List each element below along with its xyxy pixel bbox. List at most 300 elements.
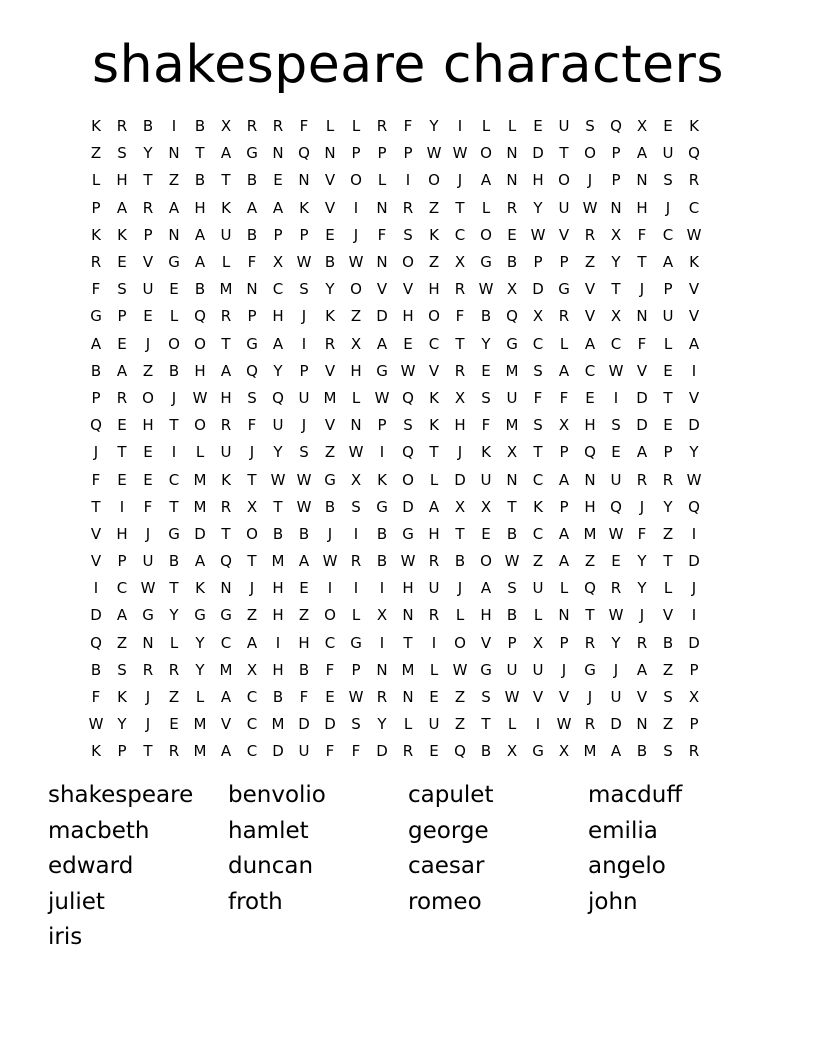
grid-letter: Z — [116, 633, 128, 652]
grid-letter: I — [353, 198, 359, 217]
grid-letter: B — [246, 225, 258, 244]
grid-letter: J — [587, 688, 593, 707]
grid-letter: K — [91, 225, 101, 244]
grid-letter: R — [506, 198, 518, 217]
grid-letter: Z — [142, 361, 154, 380]
grid-letter: O — [194, 334, 206, 353]
grid-letter: U — [558, 198, 570, 217]
grid-letter: H — [454, 416, 466, 435]
word-list-item: duncan — [228, 853, 314, 879]
grid-letter: A — [558, 524, 570, 543]
grid-letter: L — [221, 253, 231, 272]
grid-letter: M — [401, 660, 415, 679]
grid-letter: Z — [584, 253, 596, 272]
grid-letter: A — [558, 361, 570, 380]
grid-letter: F — [299, 688, 309, 707]
grid-letter: P — [403, 144, 413, 163]
grid-letter: Y — [195, 633, 205, 652]
grid-letter: W — [140, 579, 156, 598]
grid-letter: G — [246, 334, 258, 353]
grid-letter: W — [426, 144, 442, 163]
grid-letter: G — [324, 470, 336, 489]
grid-letter: C — [246, 715, 258, 734]
grid-letter: B — [194, 171, 206, 190]
grid-letter: O — [402, 470, 414, 489]
grid-letter: G — [90, 307, 102, 326]
grid-letter: S — [403, 225, 413, 244]
grid-letter: D — [90, 606, 102, 625]
grid-letter: E — [585, 388, 595, 407]
grid-letter: T — [117, 443, 127, 462]
grid-letter: E — [325, 225, 335, 244]
grid-letter: A — [116, 361, 128, 380]
grid-letter: Q — [688, 497, 700, 516]
grid-letter: T — [169, 416, 179, 435]
grid-letter: K — [221, 470, 231, 489]
grid-letter: E — [117, 253, 127, 272]
grid-row — [83, 548, 733, 575]
grid-letter: X — [220, 117, 232, 136]
grid-letter: K — [91, 742, 101, 761]
grid-letter: A — [428, 497, 440, 516]
grid-letter: G — [480, 660, 492, 679]
word-list-item: caesar — [408, 853, 485, 879]
grid-letter: E — [663, 117, 673, 136]
grid-letter: S — [663, 742, 673, 761]
grid-letter: T — [169, 579, 179, 598]
grid-letter: I — [379, 579, 385, 598]
grid-letter: L — [663, 579, 673, 598]
grid-letter: A — [662, 253, 674, 272]
grid-letter: D — [636, 416, 648, 435]
grid-letter: R — [454, 280, 466, 299]
grid-letter: Z — [350, 307, 362, 326]
grid-letter: F — [637, 524, 647, 543]
grid-letter: J — [665, 198, 671, 217]
grid-letter: W — [296, 470, 312, 489]
grid-letter: V — [636, 688, 648, 707]
grid-letter: B — [272, 524, 284, 543]
grid-letter: B — [194, 117, 206, 136]
grid-letter: R — [662, 470, 674, 489]
grid-letter: I — [93, 579, 99, 598]
grid-letter: M — [219, 660, 233, 679]
grid-letter: E — [299, 579, 309, 598]
grid-letter: D — [636, 388, 648, 407]
grid-letter: B — [636, 742, 648, 761]
grid-letter: M — [219, 280, 233, 299]
grid-letter: H — [272, 606, 284, 625]
grid-letter: Q — [688, 144, 700, 163]
grid-letter: H — [636, 198, 648, 217]
grid-letter: R — [350, 552, 362, 571]
grid-letter: F — [533, 388, 543, 407]
grid-letter: H — [428, 524, 440, 543]
grid-letter: B — [298, 524, 310, 543]
grid-letter: S — [585, 117, 595, 136]
grid-letter: B — [298, 660, 310, 679]
grid-letter: M — [193, 742, 207, 761]
grid-letter: S — [507, 579, 517, 598]
grid-letter: V — [688, 307, 700, 326]
grid-letter: Z — [168, 171, 180, 190]
grid-letter: Q — [402, 443, 414, 462]
grid-letter: V — [428, 361, 440, 380]
word-list-item: froth — [228, 888, 283, 915]
grid-letter: L — [455, 606, 465, 625]
grid-letter: T — [481, 715, 491, 734]
grid-letter: G — [350, 633, 362, 652]
grid-letter: T — [143, 742, 153, 761]
grid-letter: V — [376, 280, 388, 299]
grid-letter: P — [91, 388, 101, 407]
grid-letter: P — [559, 633, 569, 652]
grid-letter: A — [220, 144, 232, 163]
grid-letter: U — [506, 660, 518, 679]
grid-letter: Q — [220, 552, 232, 571]
grid-letter: W — [686, 470, 702, 489]
grid-letter: N — [506, 171, 518, 190]
word-list-item: shakespeare — [48, 782, 194, 808]
grid-letter: G — [506, 334, 518, 353]
grid-row — [83, 140, 733, 167]
grid-letter: C — [584, 361, 596, 380]
grid-letter: C — [454, 225, 466, 244]
grid-letter: L — [481, 117, 491, 136]
grid-letter: N — [558, 606, 570, 625]
grid-row — [83, 222, 733, 249]
grid-letter: I — [327, 579, 333, 598]
grid-letter: F — [325, 660, 335, 679]
grid-letter: E — [143, 443, 153, 462]
grid-letter: D — [532, 144, 544, 163]
grid-letter: P — [689, 660, 699, 679]
grid-letter: C — [272, 280, 284, 299]
grid-row — [83, 412, 733, 439]
grid-letter: X — [558, 742, 570, 761]
grid-letter: L — [403, 715, 413, 734]
grid-letter: V — [324, 361, 336, 380]
grid-row — [83, 167, 733, 194]
grid-letter: D — [194, 524, 206, 543]
grid-letter: J — [249, 443, 255, 462]
grid-letter: I — [405, 171, 411, 190]
grid-letter: Z — [246, 606, 258, 625]
grid-row — [83, 575, 733, 602]
grid-letter: M — [193, 497, 207, 516]
grid-letter: Y — [689, 443, 699, 462]
grid-letter: A — [480, 579, 492, 598]
grid-letter: B — [376, 552, 388, 571]
grid-letter: H — [272, 660, 284, 679]
grid-letter: N — [376, 253, 388, 272]
grid-letter: R — [454, 361, 466, 380]
grid-letter: Q — [584, 443, 596, 462]
grid-letter: Q — [90, 416, 102, 435]
grid-letter: B — [662, 633, 674, 652]
grid-letter: T — [533, 443, 543, 462]
grid-letter: U — [272, 416, 284, 435]
grid-letter: H — [194, 361, 206, 380]
grid-letter: X — [272, 253, 284, 272]
grid-letter: C — [532, 524, 544, 543]
grid-letter: B — [454, 552, 466, 571]
grid-letter: V — [558, 225, 570, 244]
grid-letter: U — [220, 443, 232, 462]
grid-letter: L — [481, 198, 491, 217]
grid-letter: J — [327, 524, 333, 543]
grid-letter: T — [91, 497, 101, 516]
grid-letter: P — [663, 443, 673, 462]
grid-letter: F — [637, 334, 647, 353]
grid-letter: T — [455, 198, 465, 217]
grid-letter: I — [379, 633, 385, 652]
grid-letter: B — [168, 552, 180, 571]
grid-letter: N — [272, 144, 284, 163]
grid-letter: P — [663, 280, 673, 299]
grid-letter: D — [324, 715, 336, 734]
grid-letter: M — [583, 742, 597, 761]
word-list-item: edward — [48, 853, 134, 879]
grid-row — [83, 439, 733, 466]
grid-letter: L — [351, 388, 361, 407]
grid-letter: N — [246, 280, 258, 299]
grid-letter: B — [506, 606, 518, 625]
grid-letter: E — [143, 307, 153, 326]
grid-letter: I — [353, 579, 359, 598]
grid-letter: F — [91, 280, 101, 299]
grid-letter: M — [271, 552, 285, 571]
grid-letter: W — [556, 715, 572, 734]
grid-letter: J — [145, 715, 151, 734]
grid-letter: Y — [533, 198, 543, 217]
grid-letter: E — [507, 225, 517, 244]
grid-letter: Q — [194, 307, 206, 326]
grid-letter: F — [377, 225, 387, 244]
grid-row — [83, 303, 733, 330]
grid-letter: A — [636, 443, 648, 462]
grid-letter: Q — [584, 579, 596, 598]
grid-letter: D — [610, 715, 622, 734]
grid-letter: U — [532, 579, 544, 598]
grid-letter: X — [454, 388, 466, 407]
grid-letter: A — [194, 552, 206, 571]
grid-letter: V — [532, 688, 544, 707]
grid-letter: H — [402, 307, 414, 326]
grid-letter: P — [689, 715, 699, 734]
grid-letter: X — [454, 497, 466, 516]
grid-row — [83, 249, 733, 276]
grid-letter: R — [636, 633, 648, 652]
grid-letter: W — [582, 198, 598, 217]
grid-letter: R — [376, 688, 388, 707]
grid-letter: I — [457, 117, 463, 136]
grid-letter: B — [194, 280, 206, 299]
grid-letter: V — [90, 552, 102, 571]
grid-letter: L — [169, 633, 179, 652]
grid-letter: G — [532, 742, 544, 761]
grid-row — [83, 494, 733, 521]
grid-letter: K — [429, 388, 439, 407]
word-list-item: juliet — [48, 888, 105, 915]
grid-row — [83, 738, 733, 765]
grid-row — [83, 630, 733, 657]
grid-letter: Z — [168, 688, 180, 707]
grid-letter: H — [116, 171, 128, 190]
grid-letter: W — [608, 361, 624, 380]
grid-letter: O — [142, 388, 154, 407]
grid-letter: B — [376, 524, 388, 543]
grid-letter: R — [558, 307, 570, 326]
grid-letter: D — [454, 470, 466, 489]
grid-letter: G — [194, 606, 206, 625]
grid-letter: L — [559, 579, 569, 598]
grid-letter: J — [145, 334, 151, 353]
grid-letter: J — [353, 225, 359, 244]
grid-letter: A — [246, 198, 258, 217]
grid-letter: A — [376, 334, 388, 353]
grid-letter: U — [662, 144, 674, 163]
grid-letter: M — [505, 416, 519, 435]
grid-letter: S — [403, 416, 413, 435]
grid-letter: J — [561, 660, 567, 679]
grid-letter: W — [608, 524, 624, 543]
grid-letter: H — [350, 361, 362, 380]
grid-letter: F — [247, 253, 257, 272]
grid-letter: J — [145, 688, 151, 707]
grid-letter: U — [298, 742, 310, 761]
grid-letter: C — [116, 579, 128, 598]
grid-letter: Y — [637, 552, 647, 571]
word-list-item: emilia — [588, 817, 658, 844]
grid-letter: H — [220, 388, 232, 407]
grid-letter: R — [402, 742, 414, 761]
grid-letter: Q — [272, 388, 284, 407]
grid-letter: N — [168, 144, 180, 163]
grid-letter: X — [376, 606, 388, 625]
grid-letter: P — [299, 225, 309, 244]
grid-letter: X — [506, 443, 518, 462]
grid-letter: F — [143, 497, 153, 516]
grid-letter: Z — [662, 660, 674, 679]
grid-letter: H — [402, 579, 414, 598]
grid-letter: Z — [584, 552, 596, 571]
grid-letter: J — [457, 171, 463, 190]
grid-letter: J — [639, 497, 645, 516]
grid-letter: W — [88, 715, 104, 734]
grid-letter: L — [507, 117, 517, 136]
grid-letter: A — [636, 660, 648, 679]
grid-letter: R — [428, 552, 440, 571]
grid-letter: E — [611, 552, 621, 571]
grid-letter: W — [322, 552, 338, 571]
grid-letter: G — [168, 524, 180, 543]
grid-letter: A — [168, 198, 180, 217]
grid-letter: L — [429, 470, 439, 489]
grid-letter: P — [377, 416, 387, 435]
grid-letter: E — [663, 361, 673, 380]
grid-letter: Y — [481, 334, 491, 353]
grid-letter: G — [558, 280, 570, 299]
grid-letter: U — [142, 552, 154, 571]
grid-letter: S — [533, 361, 543, 380]
grid-letter: I — [171, 443, 177, 462]
grid-letter: F — [637, 225, 647, 244]
grid-letter: N — [402, 688, 414, 707]
grid-letter: M — [505, 361, 519, 380]
grid-letter: E — [143, 470, 153, 489]
grid-letter: U — [480, 470, 492, 489]
grid-letter: C — [220, 633, 232, 652]
grid-letter: V — [636, 361, 648, 380]
grid-letter: O — [558, 171, 570, 190]
grid-letter: F — [325, 742, 335, 761]
grid-letter: U — [142, 280, 154, 299]
grid-letter: F — [91, 470, 101, 489]
grid-letter: S — [299, 280, 309, 299]
grid-letter: X — [350, 470, 362, 489]
grid-letter: I — [119, 497, 125, 516]
grid-letter: J — [301, 416, 307, 435]
grid-letter: K — [429, 225, 439, 244]
grid-letter: Y — [663, 497, 673, 516]
grid-letter: M — [271, 715, 285, 734]
grid-letter: K — [377, 470, 387, 489]
grid-letter: J — [171, 388, 177, 407]
grid-letter: S — [117, 660, 127, 679]
grid-letter: T — [221, 171, 231, 190]
grid-letter: S — [533, 416, 543, 435]
grid-letter: G — [376, 361, 388, 380]
grid-letter: S — [481, 388, 491, 407]
grid-letter: G — [168, 253, 180, 272]
grid-letter: C — [532, 334, 544, 353]
grid-letter: F — [403, 117, 413, 136]
grid-letter: V — [688, 280, 700, 299]
grid-letter: U — [610, 470, 622, 489]
grid-letter: X — [246, 660, 258, 679]
grid-letter: C — [246, 688, 258, 707]
grid-letter: T — [455, 334, 465, 353]
grid-letter: T — [663, 552, 673, 571]
grid-letter: G — [480, 253, 492, 272]
grid-letter: V — [688, 388, 700, 407]
grid-letter: I — [301, 334, 307, 353]
grid-letter: H — [194, 198, 206, 217]
grid-letter: B — [480, 742, 492, 761]
grid-letter: E — [429, 742, 439, 761]
grid-letter: Y — [273, 361, 283, 380]
grid-letter: S — [299, 443, 309, 462]
grid-letter: Y — [429, 117, 439, 136]
grid-letter: E — [117, 416, 127, 435]
grid-letter: O — [454, 633, 466, 652]
grid-letter: P — [351, 660, 361, 679]
grid-letter: P — [611, 144, 621, 163]
grid-letter: L — [351, 117, 361, 136]
grid-letter: L — [429, 660, 439, 679]
grid-letter: Z — [428, 198, 440, 217]
grid-letter: U — [558, 117, 570, 136]
grid-letter: K — [481, 443, 491, 462]
grid-letter: Z — [662, 715, 674, 734]
grid-row — [83, 276, 733, 303]
grid-letter: I — [613, 388, 619, 407]
grid-letter: O — [350, 280, 362, 299]
word-list-item: george — [408, 817, 489, 844]
word-list-item: john — [588, 888, 638, 915]
grid-letter: A — [220, 361, 232, 380]
